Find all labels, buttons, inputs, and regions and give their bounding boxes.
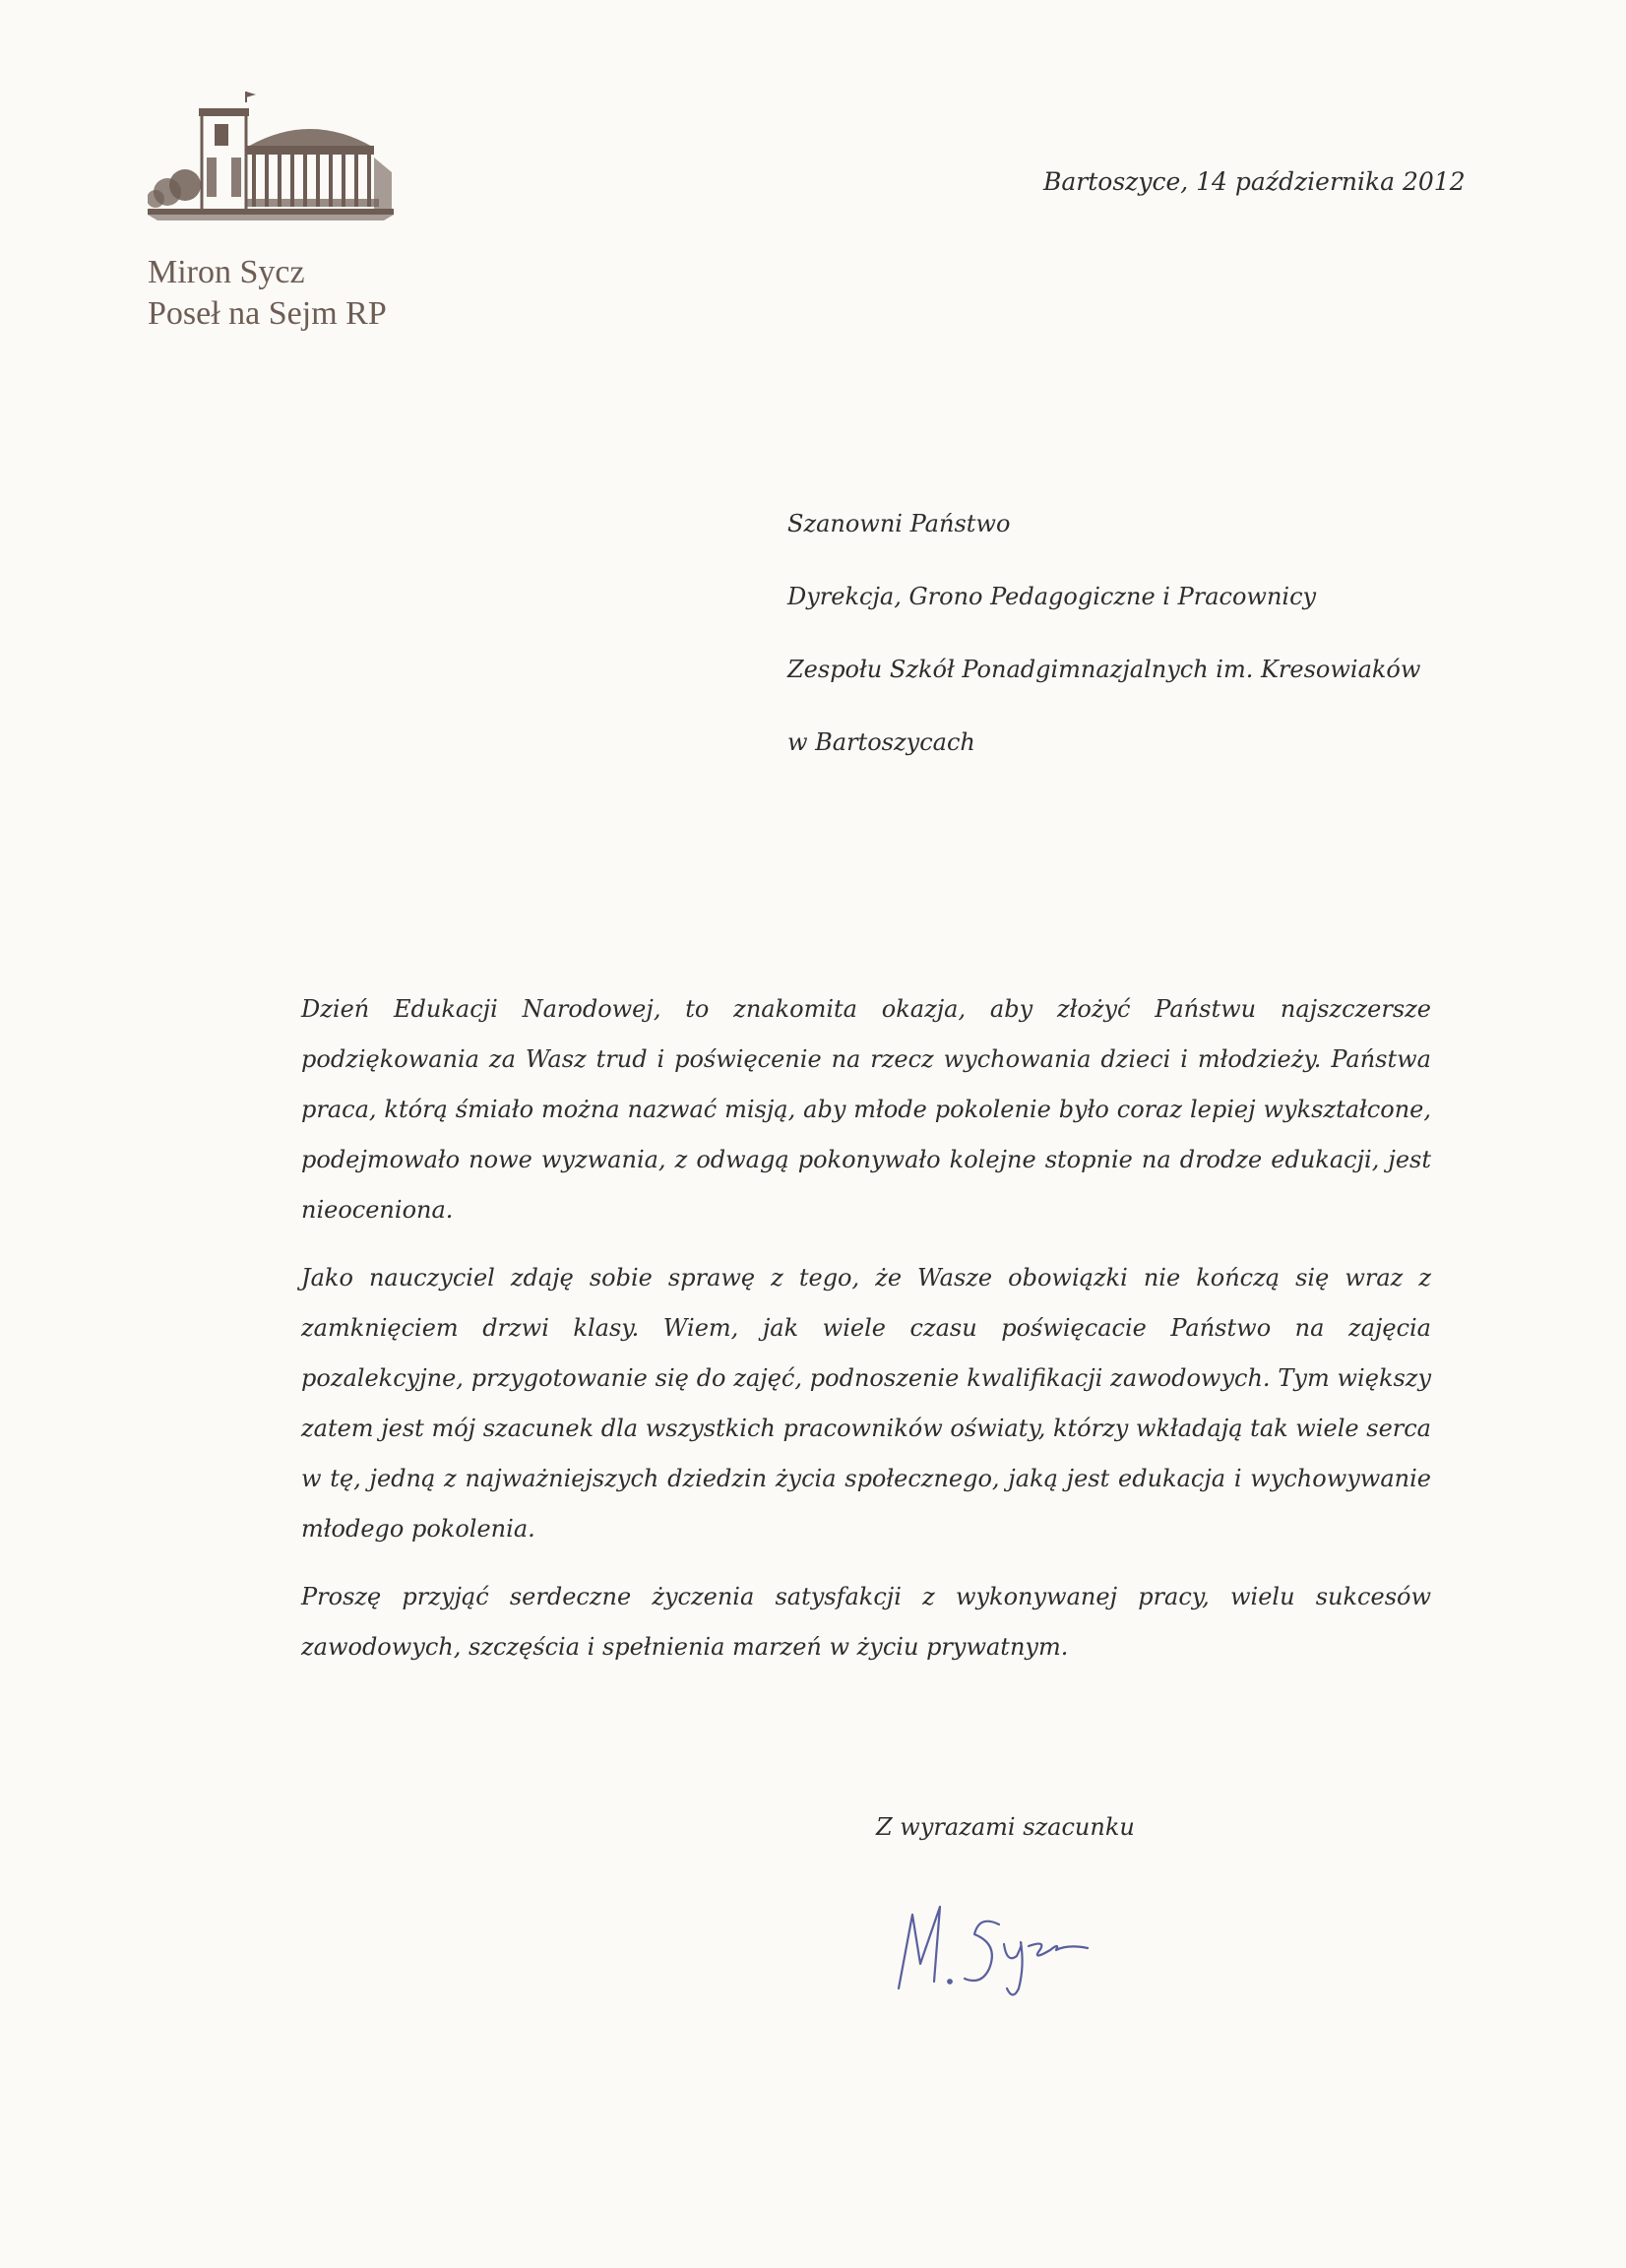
sender-name: Miron Sycz — [148, 254, 305, 290]
body-paragraph: Dzień Edukacji Narodowej, to znakomita okazja, aby złożyć Państwu najszczersze podziękowania za Wasz trud i poświęcenie na rzecz wychowania dzieci i młodzieży. Państwa praca, którą śmiało można nazwać misją, aby młode pokolenie było coraz lepiej wykształcone, podejmowało nowe wyzwania, z odwagą pokonywało kolejne stopnie na drodze edukacji, jest nieoceniona. — [301, 995, 1431, 1224]
recipient-line: w Bartoszycach — [787, 728, 975, 756]
closing-phrase: Z wyrazami szacunku — [876, 1813, 1135, 1841]
letterhead — [148, 89, 443, 335]
recipient-line: Zespołu Szkół Ponadgimnazjalnych im. Kresowiaków — [787, 656, 1421, 683]
recipient-address — [787, 504, 1420, 795]
letter-date: Bartoszyce, 14 października 2012 — [1043, 167, 1466, 196]
sender-title: Poseł na Sejm RP — [148, 295, 387, 332]
handwritten-signature — [891, 1885, 1137, 2003]
sejm-building-icon — [148, 89, 394, 226]
body-paragraph: Jako nauczyciel zdaję sobie sprawę z tego, że Wasze obowiązki nie kończą się wraz z zamknięciem drzwi klasy. Wiem, jak wiele czasu poświęcacie Państwo na zajęcia pozalekcyjne, przygotowanie się do zajęć, podnoszenie kwalifikacji zawodowych. Tym większy zatem jest mój szacunek dla wszystkich pracowników oświaty, którzy wkładają tak wiele serca w tę, jedną z najważniejszych dziedzin życia społecznego, jaką jest edukacja i wychowywanie młodego pokolenia. — [301, 1264, 1431, 1543]
letter-body — [301, 984, 1431, 1690]
body-paragraph: Proszę przyjąć serdeczne życzenia satysfakcji z wykonywanej pracy, wielu sukcesów zawodowych, szczęścia i spełnienia marzeń w życiu prywatnym. — [301, 1583, 1431, 1661]
salutation: Szanowni Państwo — [787, 510, 1011, 537]
recipient-line: Dyrekcja, Grono Pedagogiczne i Pracownicy — [787, 583, 1317, 610]
